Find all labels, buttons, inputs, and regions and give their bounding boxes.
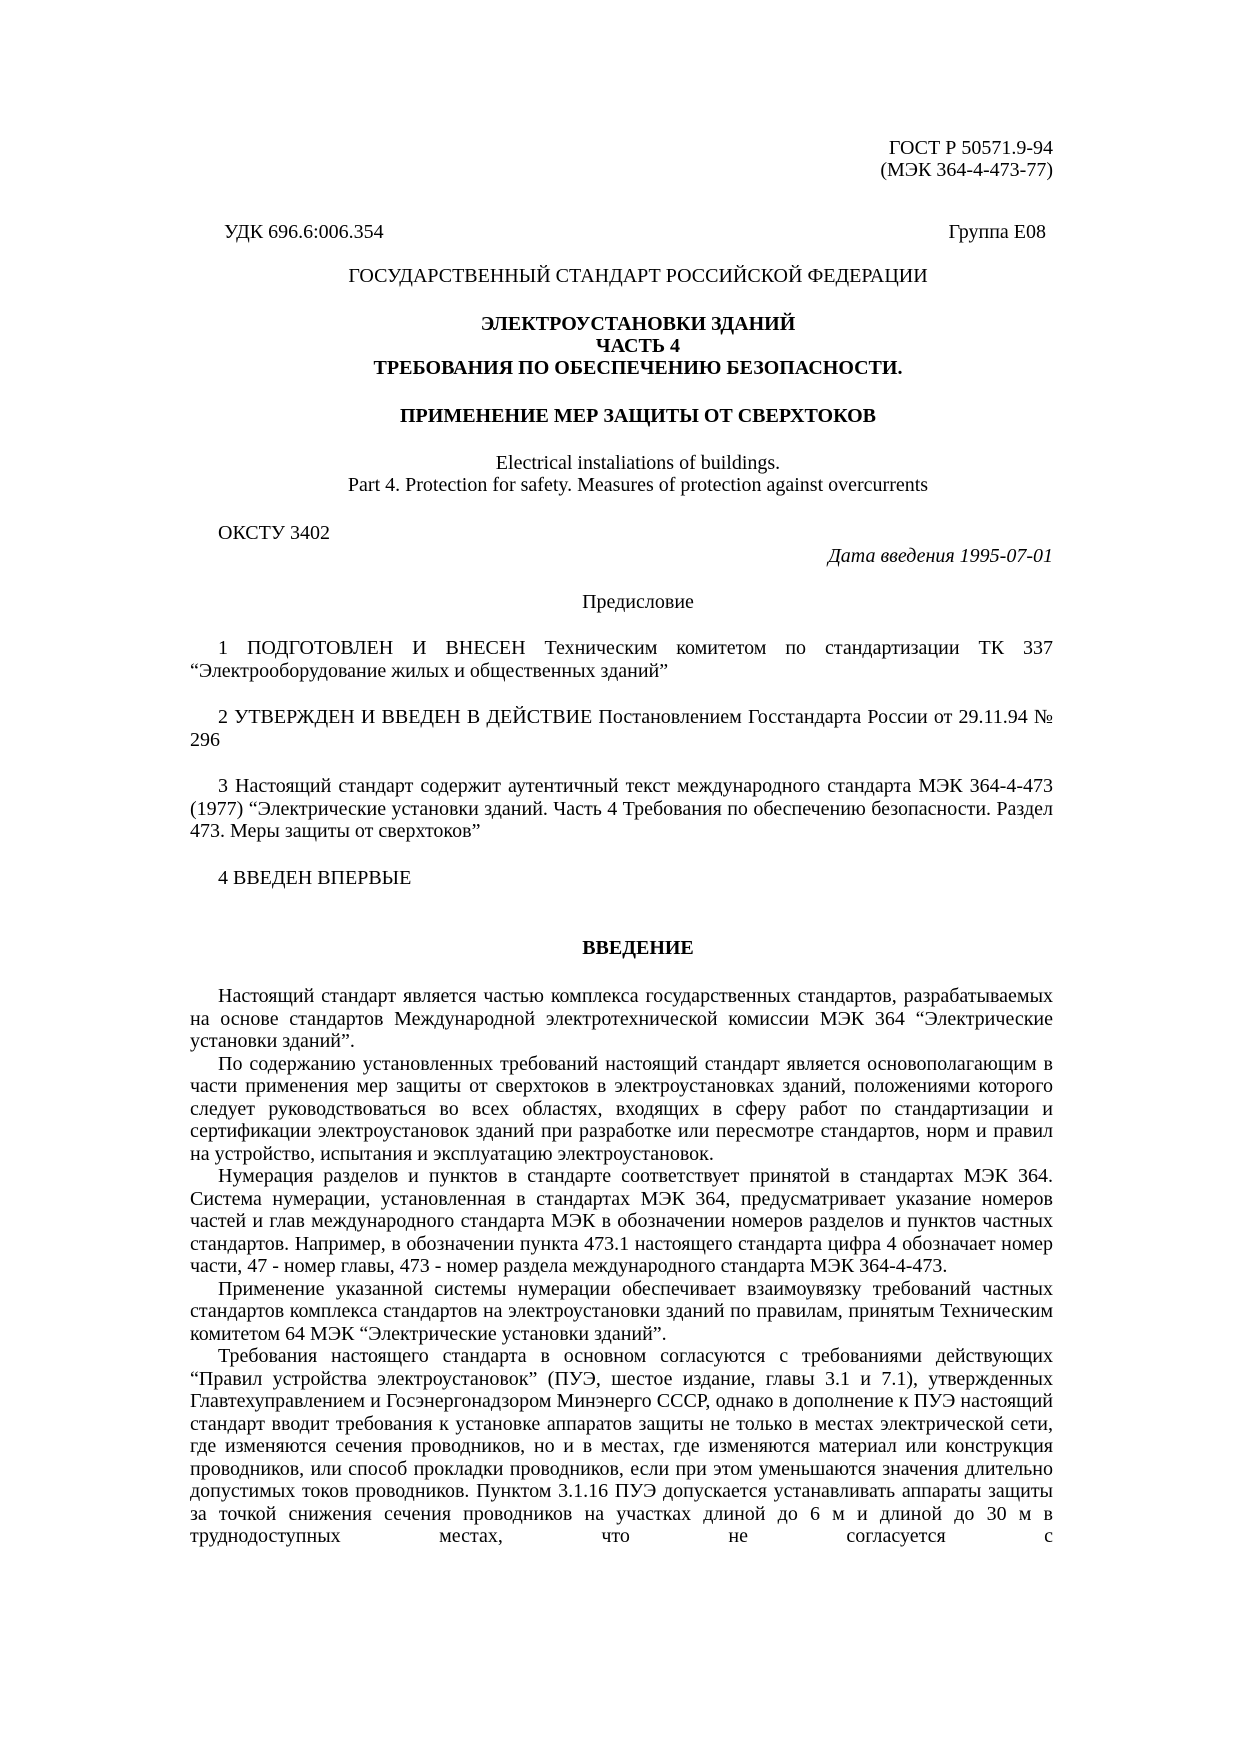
foreword-item-1-text: 1 ПОДГОТОВЛЕН И ВНЕСЕН Техническим комитетом по стандартизации ТК 337 “Электрооборудование жилых и общественных зданий” xyxy=(190,637,1053,682)
introduction-paragraph: Применение указанной системы нумерации обеспечивает взаимоувязку требований частных стандартов комплекса стандартов на электроустановки зданий по правилам, принятым Техническим комитетом 64 МЭК “Электрические установки зданий”. xyxy=(190,1277,1053,1345)
title-line-4: ПРИМЕНЕНИЕ МЕР ЗАЩИТЫ ОТ СВЕРХТОКОВ xyxy=(400,405,876,427)
title-line-2: ЧАСТЬ 4 xyxy=(595,335,681,357)
foreword-item-2 xyxy=(190,706,1053,751)
foreword-heading: Предисловие xyxy=(582,591,694,613)
gost-number: ГОСТ Р 50571.9-94 xyxy=(888,137,1053,159)
introduction-body xyxy=(190,985,1053,1548)
introduction-date: Дата введения 1995-07-01 xyxy=(828,545,1053,567)
foreword-item-1 xyxy=(190,637,1053,682)
foreword-item-4 xyxy=(190,867,1053,890)
introduction-heading: ВВЕДЕНИЕ xyxy=(582,937,694,959)
introduction-paragraph: Требования настоящего стандарта в основном согласуются с требованиями действующих “Правил устройства электроустановок” (ПУЭ, шестое издание, главы 3.1 и 7.1), утвержденных Главтехуправлением и Госэнергонадзором Минэнерго СССР, однако в дополнение к ПУЭ настоящий стандарт вводит требования к установке аппаратов защиты не только в местах электрической сети, где изменяются сечения проводников, но и в местах, где изменяются материал или конструкция проводников, или способ прокладки проводников, если при этом уменьшаются значения длительно допустимых токов проводников. Пунктом 3.1.16 ПУЭ допускается устанавливать аппараты защиты за точкой снижения сечения проводников на участках длиной до 6 м и длиной до 30 м в труднодоступных местах, что не согласуется с xyxy=(190,1345,1053,1547)
foreword-item-3-text: 3 Настоящий стандарт содержит аутентичный текст международного стандарта МЭК 364-4-473 (1977) “Электрические установки зданий. Часть 4 Требования по обеспечению безопасности. Раздел 473. Меры защиты от сверхтоков” xyxy=(190,775,1053,842)
english-title-line-2: Part 4. Protection for safety. Measures of protection against overcurrents xyxy=(347,474,929,496)
english-title-line-1: Electrical instaliations of buildings. xyxy=(495,452,781,474)
foreword-item-3 xyxy=(190,775,1053,843)
okstu-code: ОКСТУ 3402 xyxy=(218,522,331,544)
iec-number: (МЭК 364-4-473-77) xyxy=(880,159,1053,181)
state-standard-heading: ГОСУДАРСТВЕННЫЙ СТАНДАРТ РОССИЙСКОЙ ФЕДЕРАЦИИ xyxy=(348,265,928,287)
title-line-3: ТРЕБОВАНИЯ ПО ОБЕСПЕЧЕНИЮ БЕЗОПАСНОСТИ. xyxy=(373,357,903,379)
introduction-paragraph: По содержанию установленных требований настоящий стандарт является основополагающим в части применения мер защиты от сверхтоков в электроустановках зданий, положениями которого следует руководствоваться во всех областях, входящих в сферу работ по стандартизации и сертификации электроустановок зданий при разработке или пересмотре стандартов, норм и правил на устройство, испытания и эксплуатацию электроустановок. xyxy=(190,1052,1053,1165)
foreword-item-2-text: 2 УТВЕРЖДЕН И ВВЕДЕН В ДЕЙСТВИЕ Постановлением Госстандарта России от 29.11.94 № 296 xyxy=(190,706,1053,751)
introduction-paragraph: Настоящий стандарт является частью комплекса государственных стандартов, разрабатываемых на основе стандартов Международной электротехнической комиссии МЭК 364 “Электрические установки зданий”. xyxy=(190,985,1053,1052)
foreword-item-4-text: 4 ВВЕДЕН ВПЕРВЫЕ xyxy=(218,867,412,889)
udk-code: УДК 696.6:006.354 xyxy=(224,221,384,243)
title-line-1: ЭЛЕКТРОУСТАНОВКИ ЗДАНИЙ xyxy=(480,313,796,335)
group-code: Группа Е08 xyxy=(948,221,1046,243)
introduction-paragraph: Нумерация разделов и пунктов в стандарте соответствует принятой в стандартах МЭК 364. Система нумерации, установленная в стандартах МЭК 364, предусматривает указание номеров частей и глав международного стандарта МЭК в обозначении номеров разделов и пунктов частных стандартов. Например, в обозначении пункта 473.1 настоящего стандарта цифра 4 обозначает номер части, 47 - номер главы, 473 - номер раздела международного стандарта МЭК 364-4-473. xyxy=(190,1165,1053,1277)
